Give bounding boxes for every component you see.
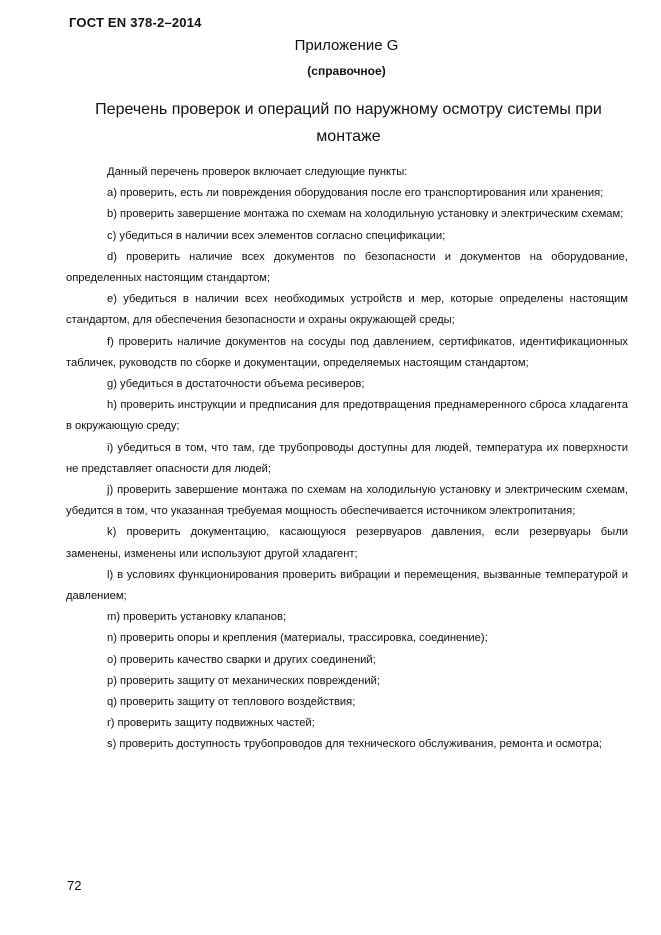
list-item: g) убедиться в достаточности объема ресиверов; bbox=[107, 378, 365, 391]
list-item: n) проверить опоры и крепления (материалы, трассировка, соединение); bbox=[107, 632, 488, 645]
document-code: ГОСТ EN 378-2–2014 bbox=[69, 15, 202, 30]
list-item: b) проверить завершение монтажа по схемам на холодильную установку и электрическим схемам; bbox=[107, 208, 624, 221]
intro-paragraph: Данный перечень проверок включает следующие пункты: bbox=[107, 166, 408, 178]
list-item: k) проверить документацию, касающуюся резервуаров давления, если резервуары были заменены, изменены или используют другой хладагент; bbox=[66, 526, 628, 560]
list-item: o) проверить качество сварки и других соединений; bbox=[107, 653, 376, 666]
list-item: s) проверить доступность трубопроводов для технического обслуживания, ремонта и осмотра; bbox=[107, 738, 602, 751]
list-item: d) проверить наличие всех документов по безопасности и документов на оборудование, определенных настоящим стандартом; bbox=[66, 250, 628, 285]
appendix-title: Приложение G bbox=[294, 37, 399, 54]
list-item: e) убедиться в наличии всех необходимых устройств и мер, которые определены настоящим стандартом, для обеспечения безопасности и охраны окружающей среды; bbox=[66, 293, 628, 327]
list-item: m) проверить установку клапанов; bbox=[107, 611, 287, 624]
checklist-body bbox=[66, 162, 628, 756]
list-item: c) убедиться в наличии всех элементов согласно спецификации; bbox=[107, 229, 446, 242]
list-item: a) проверить, есть ли повреждения оборудования после его транспортирования или хранения; bbox=[107, 187, 604, 200]
list-item: q) проверить защиту от теплового воздействия; bbox=[107, 696, 356, 709]
section-heading: Перечень проверок и операций по наружному осмотру системы при монтаже bbox=[95, 101, 602, 145]
appendix-subtitle: (справочное) bbox=[307, 64, 386, 78]
list-item: h) проверить инструкции и предписания для предотвращения преднамеренного сброса хладагента в окружающую среду; bbox=[66, 399, 628, 433]
list-item: p) проверить защиту от механических повреждений; bbox=[107, 674, 380, 687]
list-item: i) убедиться в том, что там, где трубопроводы доступны для людей, температура их поверхности не представляет опасности для людей; bbox=[66, 441, 628, 475]
page-number: 72 bbox=[67, 878, 82, 893]
list-item: f) проверить наличие документов на сосуды под давлением, сертификатов, идентификационных табличек, руководств по сборке и документации, определяемых настоящим стандартом; bbox=[66, 335, 628, 369]
list-item: j) проверить завершение монтажа по схемам на холодильную установку и электрическим схемам, убедится в том, что указанная требуемая мощность обеспечивается источником электропитания; bbox=[66, 484, 628, 518]
list-item: r) проверить защиту подвижных частей; bbox=[107, 717, 315, 730]
list-item: l) в условиях функционирования проверить вибрации и перемещения, вызванные температурой и давлением; bbox=[66, 568, 628, 603]
